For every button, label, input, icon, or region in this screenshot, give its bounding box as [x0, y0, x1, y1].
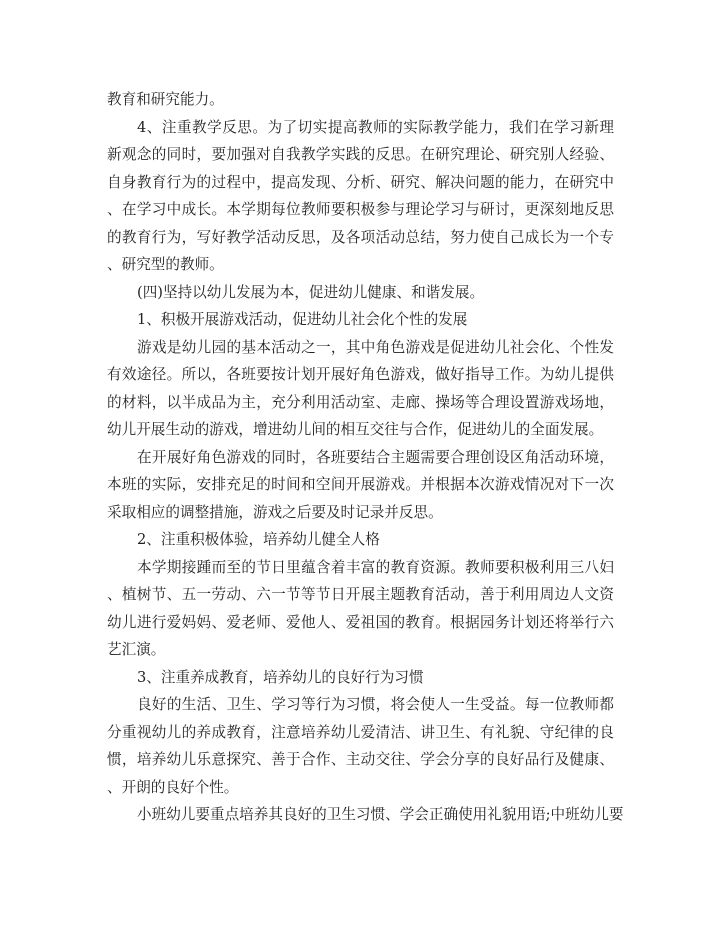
text-line: 教育和研究能力。	[107, 91, 224, 108]
text-line: 2、注重积极体验，培养幼儿健全人格	[137, 531, 380, 548]
text-line: 有效途径。所以，各班要按计划开展好角色游戏，做好指导工作。为幼儿提供	[107, 366, 614, 383]
text-line: 的材料，以半成品为主，充分利用活动室、走廊、操场等合理设置游戏场地，	[107, 393, 614, 411]
text-line: 游戏是幼儿园的基本活动之一，其中角色游戏是促进幼儿社会化、个性发	[137, 338, 614, 356]
text-line: 幼儿进行爱妈妈、爱老师、爱他人、爱祖国的教育。根据园务计划还将举行六	[107, 613, 614, 631]
text-line: 艺汇演。	[107, 641, 166, 658]
text-line: (四)坚持以幼儿发展为本，促进幼儿健康、和谐发展。	[137, 283, 485, 301]
text-line: 在开展好角色游戏的同时，各班要结合主题需要合理创设区角活动环境，	[137, 448, 614, 466]
text-line: 、在学习中成长。本学期每位教师要积极参与理论学习与研讨，更深刻地反思	[107, 201, 614, 218]
text-line: 良好的生活、卫生、学习等行为习惯，将会使人一生受益。每一位教师都	[137, 696, 614, 713]
text-line: 新观念的同时，要加强对自我教学实践的反思。在研究理论、研究别人经验、	[107, 146, 614, 163]
document-body	[107, 86, 624, 829]
text-line: 分重视幼儿的养成教育，注意培养幼儿爱清洁、讲卫生、有礼貌、守纪律的良	[107, 723, 614, 741]
text-line: 自身教育行为的过程中，提高发现、分析、研究、解决问题的能力，在研究中	[107, 173, 614, 191]
text-line: 本班的实际，安排充足的时间和空间开展游戏。并根据本次游戏情况对下一次	[107, 476, 614, 493]
text-line: 的教育行为，写好教学活动反思，及各项活动总结，努力使自己成长为一个专	[107, 228, 614, 246]
text-line: 小班幼儿要重点培养其良好的卫生习惯、学会正确使用礼貌用语;中班幼儿要	[137, 806, 624, 823]
text-line: 3、注重养成教育，培养幼儿的良好行为习惯	[137, 668, 424, 686]
text-line: 、研究型的教师。	[107, 256, 224, 273]
text-line: 4、注重教学反思。为了切实提高教师的实际教学能力，我们在学习新理	[137, 118, 614, 136]
text-line: 采取相应的调整措施，游戏之后要及时记录并反思。	[107, 503, 443, 521]
text-line: 本学期接踵而至的节日里蕴含着丰富的教育资源。教师要积极利用三八妇	[137, 558, 614, 576]
text-line: 1、积极开展游戏活动，促进幼儿社会化个性的发展	[137, 311, 468, 328]
text-line: 、植树节、五一劳动、六一节等节日开展主题教育活动，善于利用周边人文资	[107, 586, 614, 603]
text-line: 、开朗的良好个性。	[107, 778, 239, 796]
text-line: 幼儿开展生动的游戏，增进幼儿间的相互交往与合作，促进幼儿的全面发展。	[107, 421, 604, 438]
text-line: 惯，培养幼儿乐意探究、善于合作、主动交往、学会分享的良好品行及健康、	[107, 751, 614, 768]
